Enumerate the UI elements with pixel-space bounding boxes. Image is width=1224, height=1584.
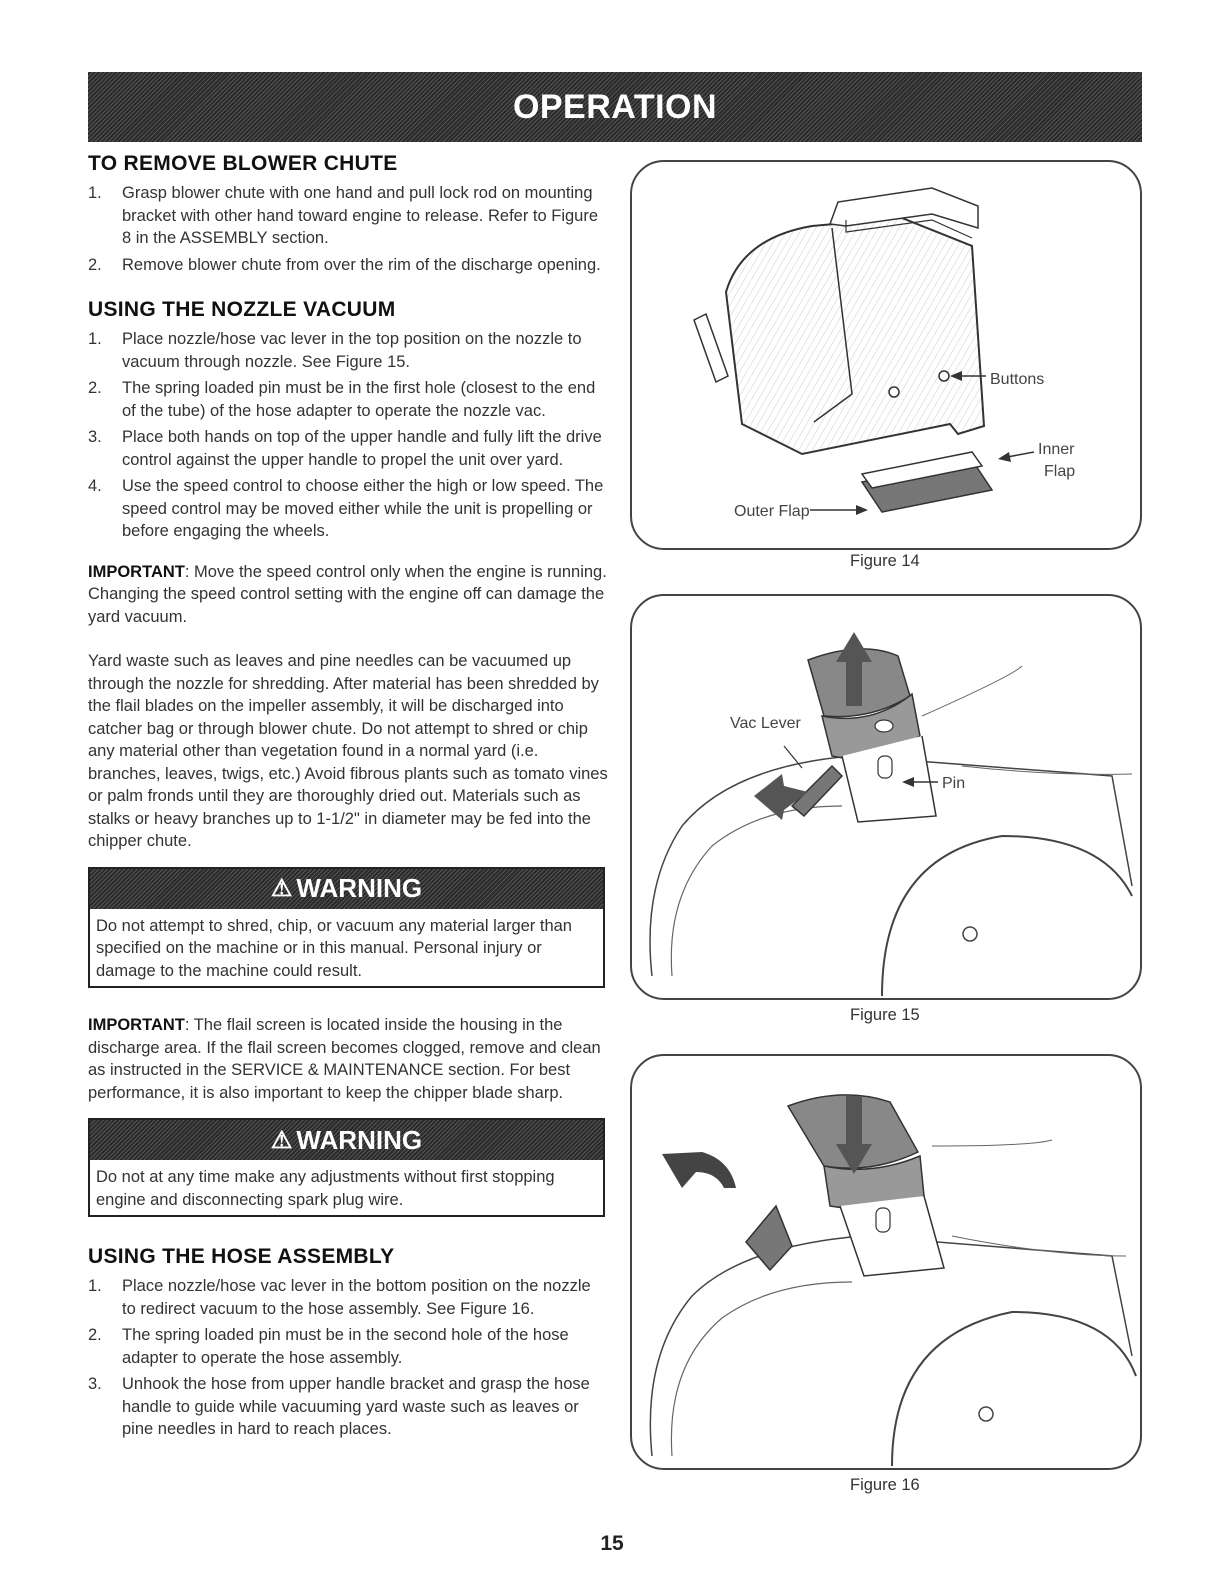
label-outer-flap: Outer Flap <box>734 503 810 520</box>
step-text: The spring loaded pin must be in the second hole of the hose adapter to operate the hose assembly. <box>122 1326 569 1367</box>
remove-chute-steps <box>88 182 608 276</box>
lock-rod <box>694 314 728 382</box>
warning-triangle-icon: ⚠ <box>270 1126 293 1154</box>
figure-16-caption: Figure 16 <box>850 1476 920 1494</box>
figure-15 <box>630 594 1142 1000</box>
step-text: Grasp blower chute with one hand and pull lock rod on mounting bracket with other hand toward engine to release. Refer to Figure 8 in the ASSEMBLY section. <box>122 184 599 247</box>
heading-nozzle-vacuum: USING THE NOZZLE VACUUM <box>88 298 396 321</box>
step-text: Place nozzle/hose vac lever in the bottom position on the nozzle to redirect vacuum to the hose assembly. See Figure 16. <box>122 1277 591 1318</box>
figure-15-caption: Figure 15 <box>850 1006 920 1024</box>
important-flail-screen <box>88 1014 608 1104</box>
list-item <box>88 328 608 373</box>
list-item <box>88 475 608 543</box>
section-title: OPERATION <box>512 87 718 126</box>
step-number: 4. <box>88 477 102 495</box>
warning-text: Do not attempt to shred, chip, or vacuum any material larger than specified on the machine or in this manual. Personal injury or damage to the machine could result. <box>96 916 572 980</box>
figure-14-caption: Figure 14 <box>850 552 920 570</box>
list-item <box>88 254 608 277</box>
list-item <box>88 1324 608 1369</box>
list-item <box>88 377 608 422</box>
step-number: 3. <box>88 1375 102 1393</box>
important-label: IMPORTANT <box>88 562 185 581</box>
step-text: Use the speed control to choose either the high or low speed. The speed control may be moved either while the unit is propelling or before engaging the wheels. <box>122 477 604 540</box>
step-text: Unhook the hose from upper handle bracket and grasp the hose handle to guide while vacuuming yard waste such as leaves or pine needles in hard to reach places. <box>122 1375 590 1438</box>
label-inner-flap: Inner <box>1038 441 1075 458</box>
warning-box-material <box>88 867 605 989</box>
hose-assembly-illustration <box>632 1056 1142 1470</box>
step-number: 1. <box>88 184 102 202</box>
chute-body <box>726 218 984 454</box>
step-text: Place nozzle/hose vac lever in the top position on the nozzle to vacuum through nozzle. See Figure 15. <box>122 330 582 371</box>
label-pin: Pin <box>942 775 966 792</box>
important-text: : The flail screen is located inside the housing in the discharge area. If the flail screen becomes clogged, remove and clean as instructed in the SERVICE & MAINTENANCE section. For best performance, it is also important to keep the chipper blade sharp. <box>88 1016 601 1102</box>
warning-title: WARNING <box>296 873 423 903</box>
section-banner <box>88 72 1142 142</box>
step-text: Place both hands on top of the upper handle and fully lift the drive control against the upper handle to propel the unit over yard. <box>122 428 602 469</box>
button-left <box>889 387 899 397</box>
warning-header <box>90 1120 603 1160</box>
step-number: 2. <box>88 1326 102 1344</box>
list-item <box>88 182 608 250</box>
hose-assembly-steps <box>88 1275 608 1441</box>
step-number: 1. <box>88 330 102 348</box>
step-number: 1. <box>88 1277 102 1295</box>
page-number: 15 <box>600 1532 624 1555</box>
warning-box-adjustments <box>88 1118 605 1217</box>
step-number: 2. <box>88 379 102 397</box>
step-number: 2. <box>88 255 102 274</box>
left-column <box>88 152 608 1445</box>
warning-text: Do not at any time make any adjustments without first stopping engine and disconnecting spark plug wire. <box>96 1168 555 1209</box>
important-text: : Move the speed control only when the engine is running. Changing the speed control setting with the engine off can damage the yard vacuum. <box>88 562 607 626</box>
list-item <box>88 1373 608 1441</box>
list-item <box>88 1275 608 1320</box>
label-inner-flap-2: Flap <box>1044 463 1076 480</box>
warning-title: WARNING <box>296 1124 423 1155</box>
warning-header <box>90 869 603 909</box>
warning-triangle-icon: ⚠ <box>270 875 293 902</box>
heading-hose-assembly: USING THE HOSE ASSEMBLY <box>88 1245 395 1268</box>
step-text: The spring loaded pin must be in the first hole (closest to the end of the tube) of the hose adapter to operate the nozzle vac. <box>122 379 596 420</box>
important-label: IMPORTANT <box>88 1016 185 1034</box>
nozzle-vacuum-steps <box>88 328 608 543</box>
label-vac-lever: Vac Lever <box>730 715 801 732</box>
yard-waste-paragraph: Yard waste such as leaves and pine needles can be vacuumed up through the nozzle for shredding. After material has been shredded by the flail blades on the impeller assembly, it will be discharged into catcher bag or through blower chute. Do not attempt to shred or chip any material other than vegetation found in a normal yard (i.e. branches, leaves, twigs, etc.) Avoid fibrous plants such as tomato vines or palm fronds until they are thoroughly dried out. Materials such as stalks or heavy branches up to 1-1/2" in diameter may be fed into the chipper chute. <box>88 652 608 850</box>
blower-chute-illustration <box>632 162 1142 550</box>
button-right <box>939 371 949 381</box>
heading-remove-blower-chute: TO REMOVE BLOWER CHUTE <box>88 152 398 175</box>
curved-arrow <box>662 1152 736 1188</box>
step-number: 3. <box>88 428 102 446</box>
step-text: Remove blower chute from over the rim of the discharge opening. <box>122 255 601 274</box>
list-item <box>88 426 608 471</box>
important-speed-control <box>88 561 608 629</box>
figure-16 <box>630 1054 1142 1470</box>
label-buttons: Buttons <box>990 371 1045 388</box>
nozzle-vacuum-illustration <box>632 596 1142 1000</box>
figure-14 <box>630 160 1142 550</box>
